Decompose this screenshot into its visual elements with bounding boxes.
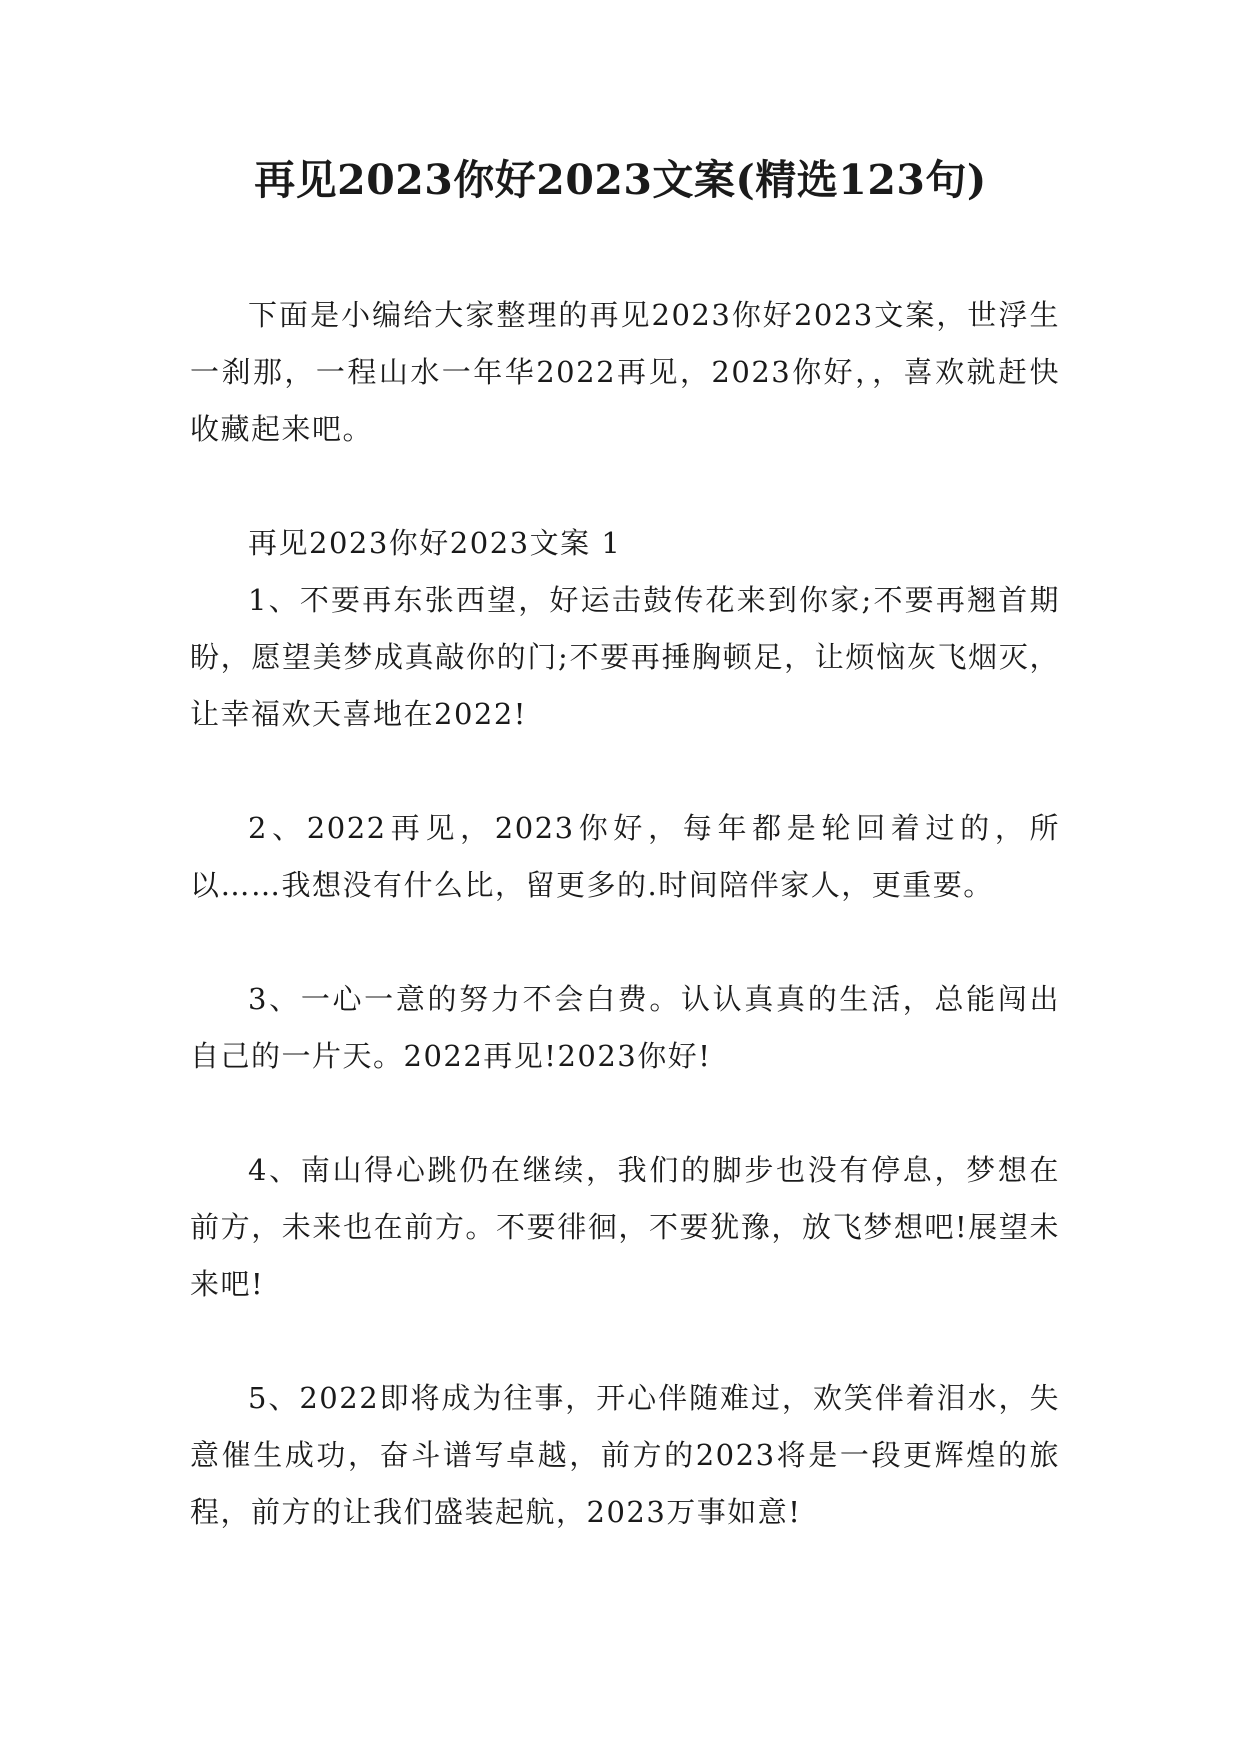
list-item: 3、一心一意的努力不会白费。认认真真的生活，总能闯出自己的一片天。2022再见!2023你好! bbox=[190, 982, 1060, 1073]
document-body bbox=[190, 287, 1060, 1541]
list-item: 4、南山得心跳仍在继续，我们的脚步也没有停息，梦想在前方，未来也在前方。不要徘徊，不要犹豫，放飞梦想吧!展望未来吧! bbox=[190, 1153, 1060, 1301]
list-item: 1、不要再东张西望，好运击鼓传花来到你家;不要再翘首期盼，愿望美梦成真敲你的门;不要再捶胸顿足，让烦恼灰飞烟灭，让幸福欢天喜地在2022! bbox=[190, 583, 1060, 731]
document-title: 再见2023你好2023文案(精选123句) bbox=[254, 156, 987, 204]
intro-paragraph: 下面是小编给大家整理的再见2023你好2023文案，世浮生一刹那，一程山水一年华2022再见，2023你好，，喜欢就赶快收藏起来吧。 bbox=[190, 298, 1060, 446]
list-item: 5、2022即将成为往事，开心伴随难过，欢笑伴着泪水，失意催生成功，奋斗谱写卓越，前方的2023将是一段更辉煌的旅程，前方的让我们盛装起航，2023万事如意! bbox=[190, 1381, 1060, 1529]
list-item: 2、2022再见，2023你好，每年都是轮回着过的，所以……我想没有什么比，留更多的.时间陪伴家人，更重要。 bbox=[190, 811, 1060, 902]
section-heading: 再见2023你好2023文案 1 bbox=[248, 526, 622, 560]
